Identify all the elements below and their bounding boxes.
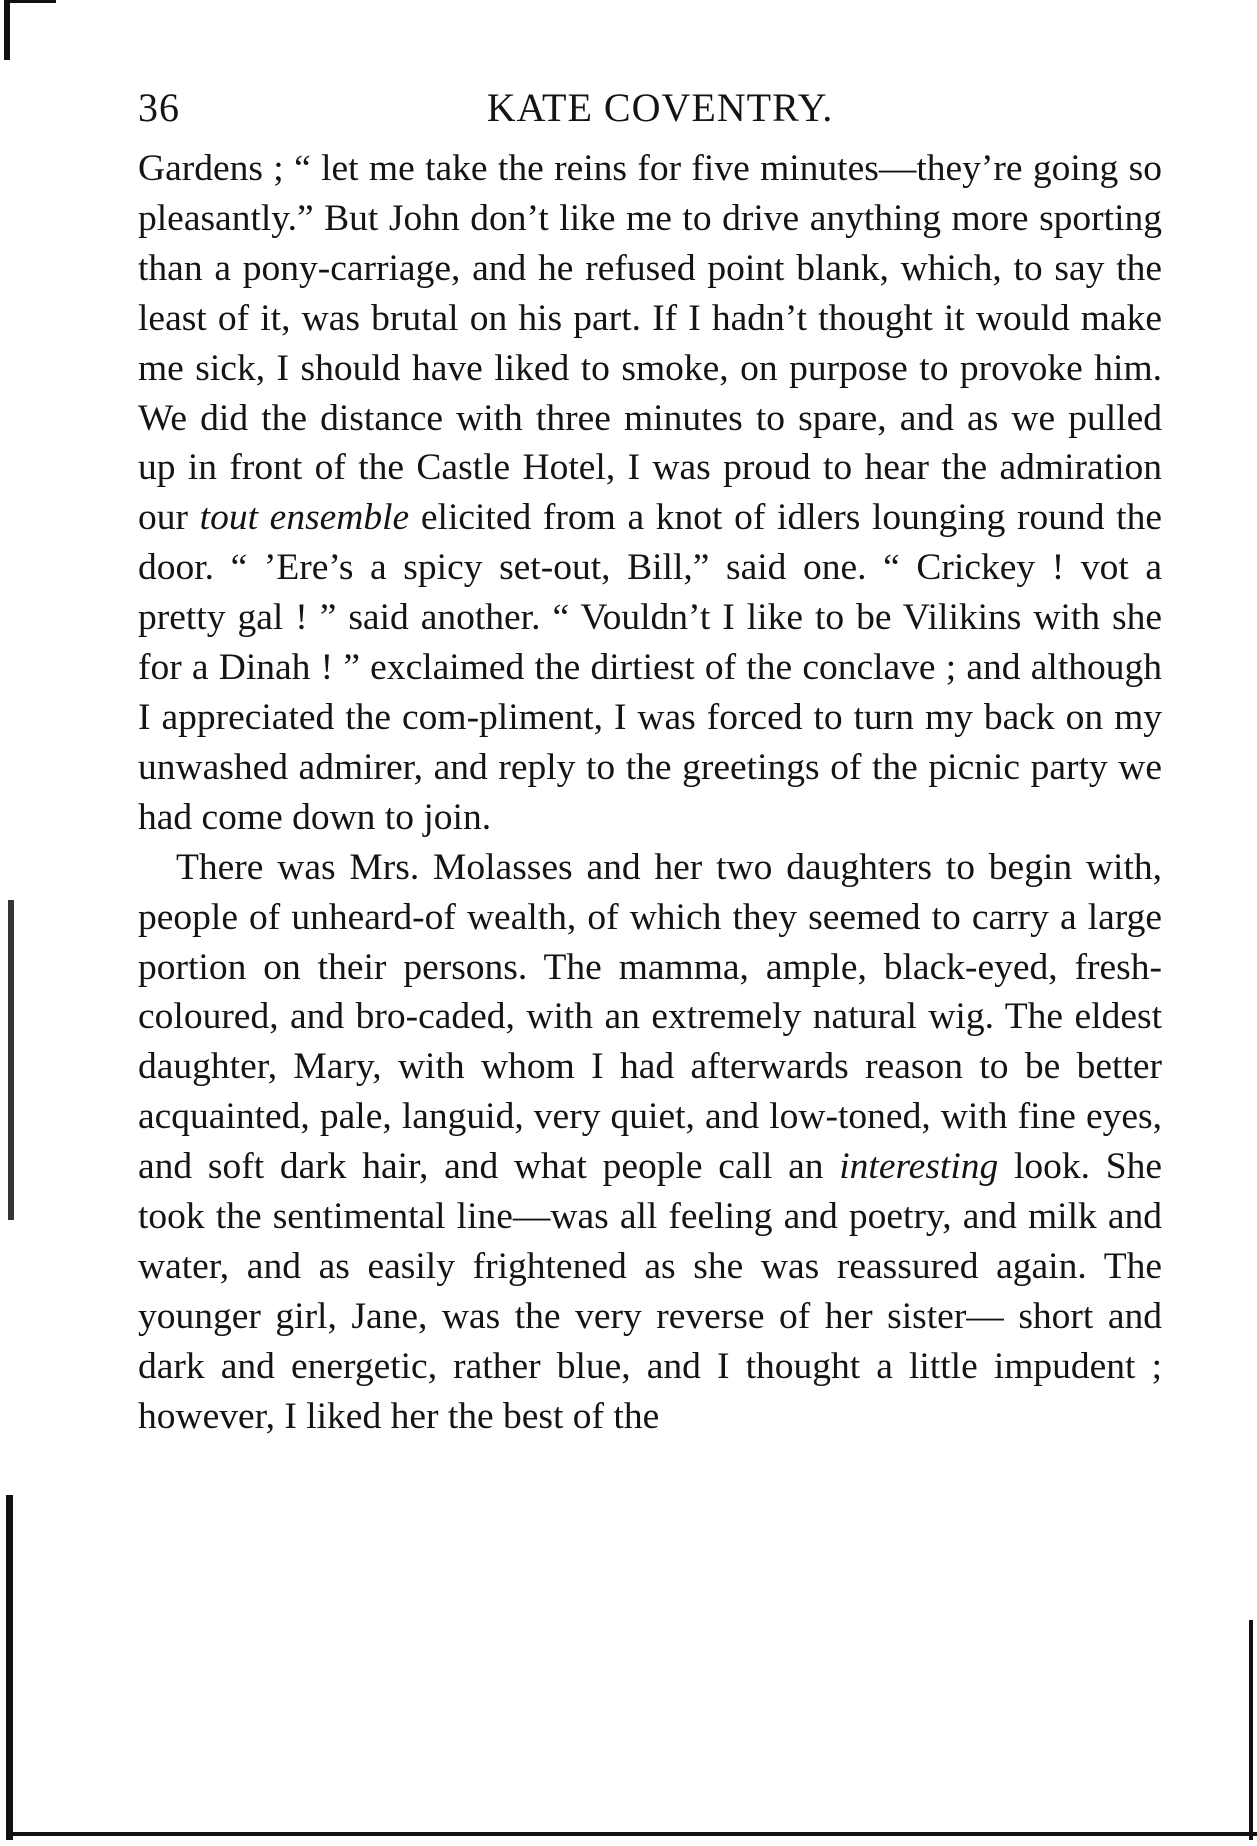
text-segment: elicited from a knot of idlers lounging round the door. “ ’Ere’s a spicy set-out, Bill,” said one. “ Crickey ! vot a pretty gal ! ” said another. “ Vouldn’t I like to be Vilikins with she for a Dinah ! ” exclaimed the dirtiest of the conclave ; and although I appreciated the com-pliment, I was forced to turn my back on my unwashed admirer, and reply to the greetings of the picnic party we had come down to join. <box>138 497 1162 838</box>
scan-edge-left-low <box>6 1495 13 1840</box>
text-segment: look. She took the sentimental line—was all feeling and poetry, and milk and water, and as easily frightened as she was reassured again. The younger girl, Jane, was the very reverse of her sister— short and dark and energetic, rather blue, and I thought a little impudent ; however, I liked her the best of the <box>138 1146 1163 1437</box>
scan-edge-right <box>1249 1620 1253 1840</box>
running-title: KATE COVENTRY. <box>486 85 834 130</box>
scan-edge-left-mid <box>8 900 14 1220</box>
body-text <box>138 144 1162 1442</box>
scan-edge-left-top <box>4 0 10 60</box>
scan-edge-bottom <box>10 1832 1257 1836</box>
page-number: 36 <box>138 85 180 130</box>
page-header <box>138 64 1162 144</box>
book-page <box>138 64 1162 1442</box>
paragraph-1 <box>138 144 1162 843</box>
text-segment: Gardens ; “ let me take the reins for five minutes—they’re going so pleasantly.” But John don’t like me to drive anything more sporting than a pony-carriage, and he refused point blank, which, to say the least of it, was brutal on his part. If I hadn’t thought it would make me sick, I should have liked to smoke, on purpose to provoke him. We did the distance with three minutes to spare, and as we pulled up in front of the Castle Hotel, I was proud to hear the admiration our <box>138 148 1162 539</box>
scan-edge-top <box>4 0 56 3</box>
text-segment-italic: tout ensemble <box>199 497 410 539</box>
text-segment: There was Mrs. Molasses and her two daughters to begin with, people of unheard-of wealth, of which they seemed to carry a large portion on their persons. The mamma, ample, black-eyed, fresh-coloured, and bro-caded, with an extremely natural wig. The eldest daughter, Mary, with whom I had afterwards reason to be better acquainted, pale, languid, very quiet, and low-toned, with fine eyes, and soft dark hair, and what people call an <box>138 846 1162 1188</box>
paragraph-2 <box>138 843 1162 1442</box>
text-segment-italic: interesting <box>839 1146 999 1188</box>
